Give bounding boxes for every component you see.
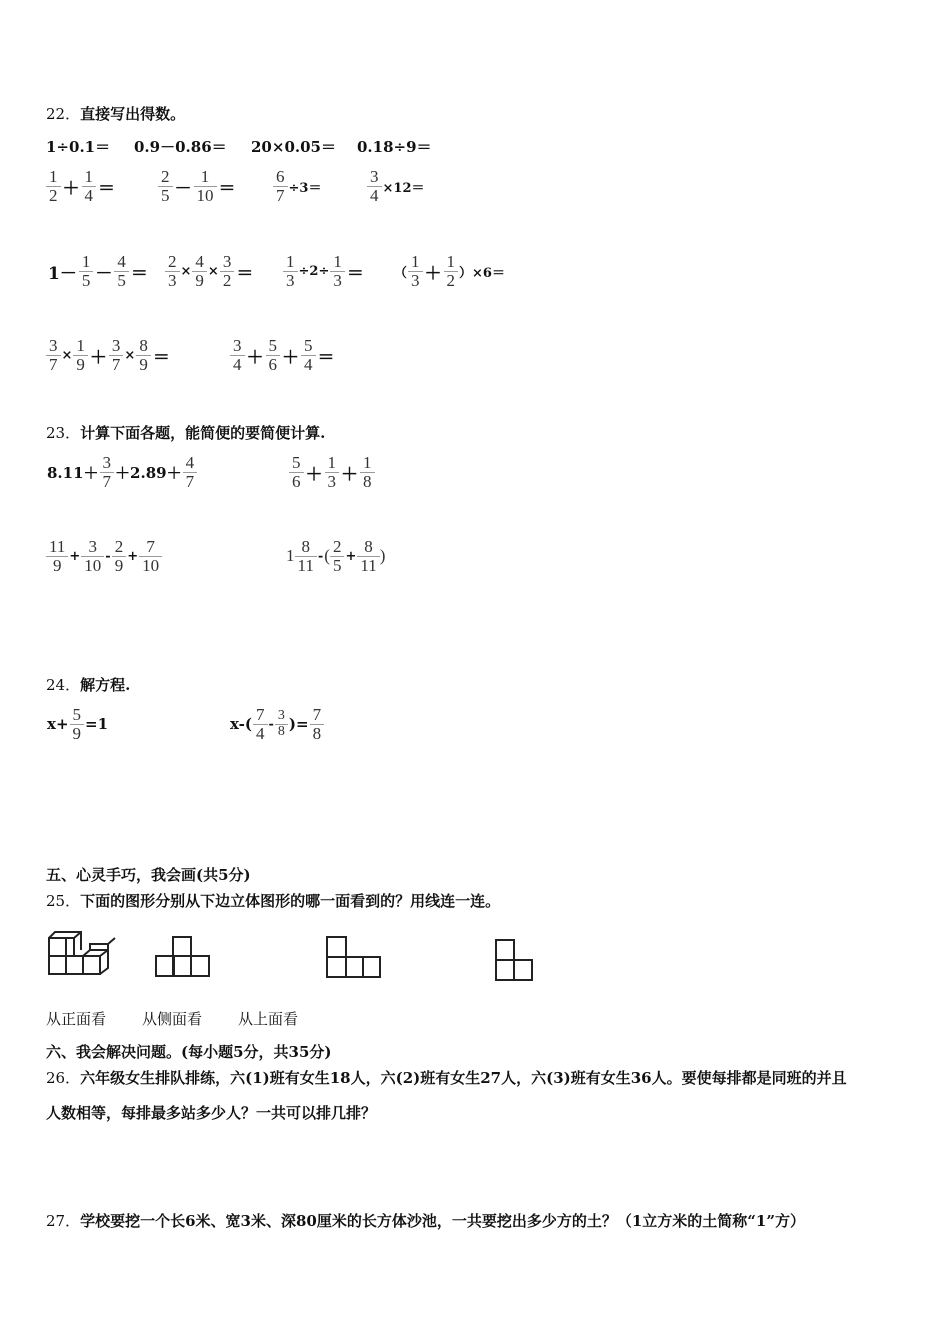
- fraction: $\frac{2}{5}$: [330, 538, 345, 575]
- fraction: $\frac{3}{4}$: [230, 337, 245, 374]
- fraction: $\frac{4}{5}$: [114, 253, 129, 290]
- fraction: $\frac{1}{2}$: [46, 168, 61, 205]
- fraction: $\frac{2}{5}$: [158, 168, 173, 205]
- view-figure-3: [494, 938, 536, 984]
- solid-figure-image: [46, 928, 120, 980]
- fraction: $\frac{1}{3}$: [330, 253, 345, 290]
- q24-title: 解方程.: [80, 676, 131, 694]
- q26-number: 26．: [46, 1069, 81, 1087]
- fraction: $\frac{1}{4}$: [82, 168, 97, 205]
- fraction: $\frac{1}{3}$: [408, 253, 423, 290]
- q22-expr-14: $\frac{3}{4}$ ＋ $\frac{5}{6}$ ＋ $\frac{5}{4}$ ＝: [230, 337, 337, 374]
- q24-equation-1: x+ $\frac{5}{9}$ =1: [47, 705, 109, 743]
- view-label-front: 从正面看: [46, 1010, 107, 1028]
- q26-text-1: 六年级女生排队排练，六(1)班有女生18人，六(2)班有女生27人，六(3)班有女生36人。要使每排都是同班的并且: [80, 1069, 847, 1087]
- q23-heading: [46, 422, 325, 443]
- fraction: $\frac{4}{9}$: [192, 253, 207, 290]
- q22-expr-10: $\frac{2}{3}$ × $\frac{4}{9}$ × $\frac{3}{2}$ ＝: [165, 253, 255, 290]
- q23-expr-1: 8.11＋ $\frac{3}{7}$ ＋2.89＋ $\frac{4}{7}$: [46, 454, 197, 491]
- fraction: $\frac{4}{7}$: [183, 454, 198, 491]
- q26-line-1: [46, 1067, 847, 1088]
- q22-expr-3: 20×0.05＝: [251, 138, 336, 156]
- fraction: $\frac{7}{8}$: [310, 706, 325, 743]
- q24-heading: [46, 674, 130, 695]
- fraction: $\frac{1}{10}$: [194, 168, 217, 205]
- fraction: $\frac{5}{6}$: [289, 454, 304, 491]
- fraction: $\frac{8}{9}$: [136, 337, 151, 374]
- q22-expr-5: $\frac{1}{2}$ ＋ $\frac{1}{4}$ ＝: [46, 168, 117, 205]
- q22-heading: [46, 103, 185, 124]
- q22-expr-1: 1÷0.1＝: [46, 138, 111, 156]
- fraction: $\frac{2}{9}$: [112, 538, 127, 575]
- q22-title: 直接写出得数。: [80, 105, 186, 123]
- q22-expr-9: 1－ $\frac{1}{5}$ － $\frac{4}{5}$ ＝: [48, 252, 148, 290]
- section-6-heading: 六、我会解决问题。(每小题5分，共35分): [46, 1043, 332, 1061]
- q26-text-2: 人数相等，每排最多站多少人？一共可以排几排？: [46, 1104, 377, 1122]
- fraction: $\frac{11}{9}$: [46, 538, 68, 575]
- fraction: $\frac{1}{9}$: [73, 337, 88, 374]
- fraction: $\frac{1}{3}$: [325, 454, 340, 491]
- q22-expr-12: （ $\frac{1}{3}$ ＋ $\frac{1}{2}$ ）×6＝: [394, 252, 505, 290]
- q22-expr-11: $\frac{1}{3}$ ÷2÷ $\frac{1}{3}$ ＝: [283, 253, 366, 290]
- fraction: $\frac{1}{3}$: [283, 253, 298, 290]
- fraction: $\frac{8}{11}$: [295, 538, 317, 575]
- view-label-top: 从上面看: [238, 1010, 299, 1028]
- fraction: $\frac{3}{8}$: [275, 709, 288, 739]
- fraction: $\frac{3}{7}$: [109, 337, 124, 374]
- fraction: $\frac{7}{4}$: [253, 706, 268, 743]
- fraction: $\frac{3}{7}$: [100, 454, 115, 491]
- fraction: $\frac{1}{2}$: [444, 253, 459, 290]
- view-label-side: 从侧面看: [142, 1010, 203, 1028]
- q23-expr-4: 1 $\frac{8}{11}$ -( $\frac{2}{5}$ + $\frac{8}{11}$ ): [286, 537, 386, 575]
- q25-number: 25．: [46, 892, 81, 910]
- fraction: $\frac{8}{11}$: [357, 538, 379, 575]
- q22-expr-8: $\frac{3}{4}$ ×12＝: [367, 168, 425, 205]
- fraction: $\frac{5}{4}$: [301, 337, 316, 374]
- fraction: $\frac{3}{4}$: [367, 168, 382, 205]
- q27-line: [46, 1210, 805, 1231]
- fraction: $\frac{3}{7}$: [46, 337, 61, 374]
- fraction: $\frac{1}{5}$: [79, 253, 94, 290]
- q22-number: 22．: [46, 105, 81, 123]
- fraction: $\frac{3}{10}$: [81, 538, 104, 575]
- fraction: $\frac{5}{6}$: [266, 337, 281, 374]
- q23-title: 计算下面各题，能简便的要简便计算.: [80, 424, 326, 442]
- q24-equation-2: x-( $\frac{7}{4}$ - $\frac{3}{8}$ )= $\frac{7}{8}$: [229, 706, 324, 743]
- q23-expr-2: $\frac{5}{6}$ ＋ $\frac{1}{3}$ ＋ $\frac{1}{8}$: [289, 454, 375, 491]
- q27-text: 学校要挖一个长6米、宽3米、深80厘米的长方体沙池，一共要挖出多少方的土？（1立方米的土简称“1”方）: [80, 1212, 805, 1230]
- q26-line-2: [46, 1102, 376, 1123]
- q22-expr-2: 0.9－0.86＝: [134, 138, 227, 156]
- view-figure-2: [325, 935, 385, 980]
- q27-number: 27．: [46, 1212, 81, 1230]
- q22-expr-13: $\frac{3}{7}$ × $\frac{1}{9}$ ＋ $\frac{3}{7}$ × $\frac{8}{9}$ ＝: [46, 337, 172, 374]
- q23-number: 23．: [46, 424, 81, 442]
- fraction: $\frac{3}{2}$: [220, 253, 235, 290]
- q22-expr-7: $\frac{6}{7}$ ÷3＝: [273, 168, 322, 205]
- q22-expr-6: $\frac{2}{5}$ － $\frac{1}{10}$ ＝: [158, 168, 238, 205]
- q22-expr-4: 0.18÷9＝: [357, 138, 432, 156]
- fraction: $\frac{7}{10}$: [139, 538, 162, 575]
- view-figure-1: [154, 935, 214, 980]
- fraction: $\frac{1}{8}$: [360, 454, 375, 491]
- q25-heading: [46, 890, 500, 911]
- fraction: $\frac{2}{3}$: [165, 253, 180, 290]
- q24-number: 24．: [46, 676, 81, 694]
- fraction: $\frac{5}{9}$: [70, 706, 85, 743]
- section-5-heading: 五、心灵手巧，我会画(共5分): [46, 866, 251, 884]
- q25-text: 下面的图形分别从下边立体图形的哪一面看到的？用线连一连。: [80, 892, 501, 910]
- fraction: $\frac{6}{7}$: [273, 168, 288, 205]
- q23-expr-3: $\frac{11}{9}$ + $\frac{3}{10}$ - $\frac{2}{9}$ + $\frac{7}{10}$: [46, 538, 162, 575]
